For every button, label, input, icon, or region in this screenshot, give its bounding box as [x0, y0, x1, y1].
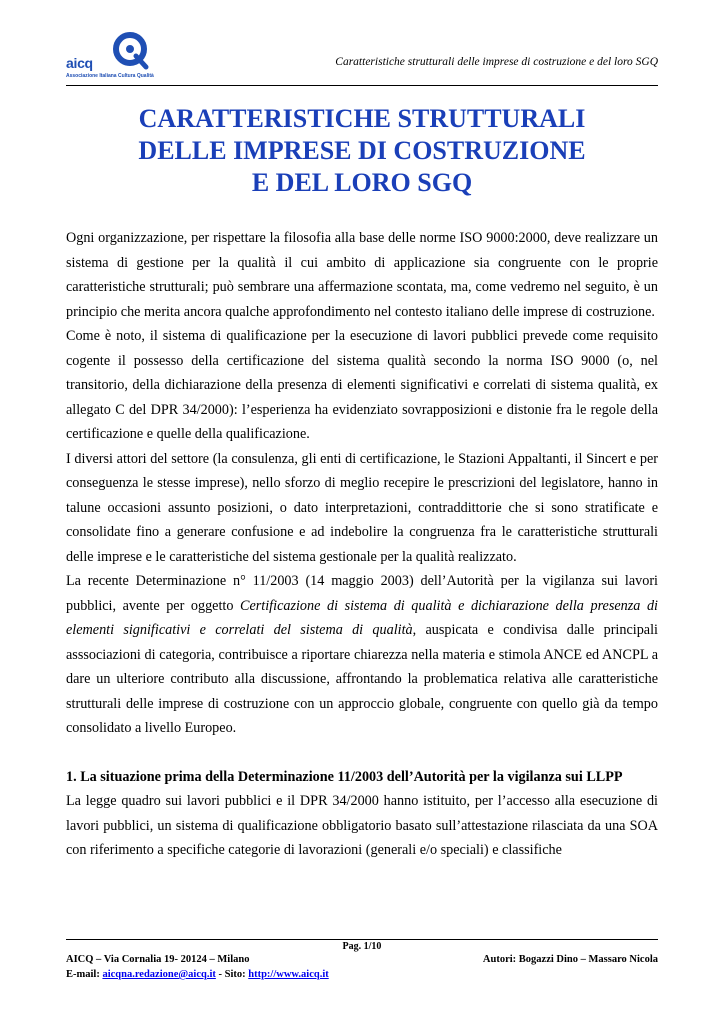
title-line-2: DELLE IMPRESE DI COSTRUZIONE [138, 136, 586, 165]
footer-address: AICQ – Via Cornalia 19- 20124 – Milano [66, 954, 250, 965]
footer-authors: Autori: Bogazzi Dino – Massaro Nicola [482, 954, 658, 965]
paragraph-2: Come è noto, il sistema di qualificazione per la esecuzione di lavori pubblici prevede come requisito cogente il possesso della certificazione del sistema qualità secondo la norma ISO 9000 (o, nel transitorio, della dichiarazione della presenza di elementi significativi e correlati di sistema qualità, ex allegato C del DPR 34/2000): l’esperienza ha evidenziato sovrapposizioni e distonie fra le regole della certificazione e quelle della qualificazione. [66, 328, 658, 442]
logo-text: aicq [66, 55, 93, 71]
section-1-heading: 1. La situazione prima della Determinazione 11/2003 dell’Autorità per la vigilanza sui LLPP [66, 768, 623, 785]
paragraph-4-before: La recente Determinazione n° 11/2003 (14 maggio 2003) dell’Autorità per la vigilanza sui lavori pubblici, avente per oggetto [66, 573, 658, 614]
paragraph-4 [66, 569, 658, 741]
paragraph-1: Ogni organizzazione, per rispettare la filosofia alla base delle norme ISO 9000:2000, deve realizzare un sistema di gestione per la qualità il cui ambito di applicazione sia congruente con le proprie caratteristiche strutturali; può sembrare una affermazione scontata, ma, come vedremo nel seguito, è un principio che merita ancora qualche approfondimento nel contesto italiano delle imprese di costruzione. [66, 230, 658, 320]
footer-contacts [66, 969, 329, 980]
email-label: E-mail: [66, 969, 103, 980]
header-divider [66, 85, 658, 86]
page-number: Pag. 1/10 [342, 941, 382, 952]
logo-subtitle: Associazione Italiana Cultura Qualità [66, 73, 154, 79]
email-link[interactable]: aicqna.redazione@aicq.it [102, 969, 216, 980]
document-title [66, 103, 658, 199]
title-line-3: E DEL LORO SGQ [251, 168, 473, 197]
footer-divider [66, 939, 658, 940]
site-label: - Sito: [215, 969, 249, 980]
running-title: Caratteristiche strutturali delle imprese di costruzione e del loro SGQ [335, 56, 658, 68]
paragraph-3: I diversi attori del settore (la consulenza, gli enti di certificazione, le Stazioni Appaltanti, il Sincert e per conseguenza le stesse imprese), nello sforzo di meglio recepire le prescrizioni del legislatore, hanno in talune occasioni assunto posizioni, o dato interpretazioni, contraddittorie che si sono stratificate e consolidate fino a generare confusione e ad indebolire la congruenza fra le caratteristiche strutturali delle imprese e le caratteristiche del sistema gestionale per la qualità realizzato. [66, 450, 658, 565]
paragraph-4-after: , auspicata e condivisa dalle principali asssociazioni di categoria, contribuisce a riportare chiarezza nella materia e stimola ANCE ed ANCPL a dare un ulteriore contributo alla discussione, affrontando la problematica relativa alle caratteristiche strutturali delle imprese di costruzione con un approccio globale, congruente con quello già da tempo consolidato a livello Europeo. [66, 622, 658, 736]
section-1-text: La legge quadro sui lavori pubblici e il DPR 34/2000 hanno istituito, per l’accesso alla esecuzione di lavori pubblici, un sistema di qualificazione obbligatorio basato sull’attestazione rilasciata da una SOA con riferimento a specifiche categorie di lavorazioni (generali e/o speciali) e classifiche [66, 793, 658, 858]
site-link[interactable]: http://www.aicq.it [248, 969, 329, 980]
logo-q-mark-icon [110, 30, 150, 70]
body-text [66, 226, 658, 863]
title-line-1: CARATTERISTICHE STRUTTURALI [138, 104, 586, 133]
paragraph-4-italic: Certificazione di sistema di qualità e dichiarazione della presenza di elementi significativi e correlati del sistema di qualità [66, 597, 658, 638]
page-header [66, 28, 658, 86]
aicq-logo [66, 28, 162, 80]
